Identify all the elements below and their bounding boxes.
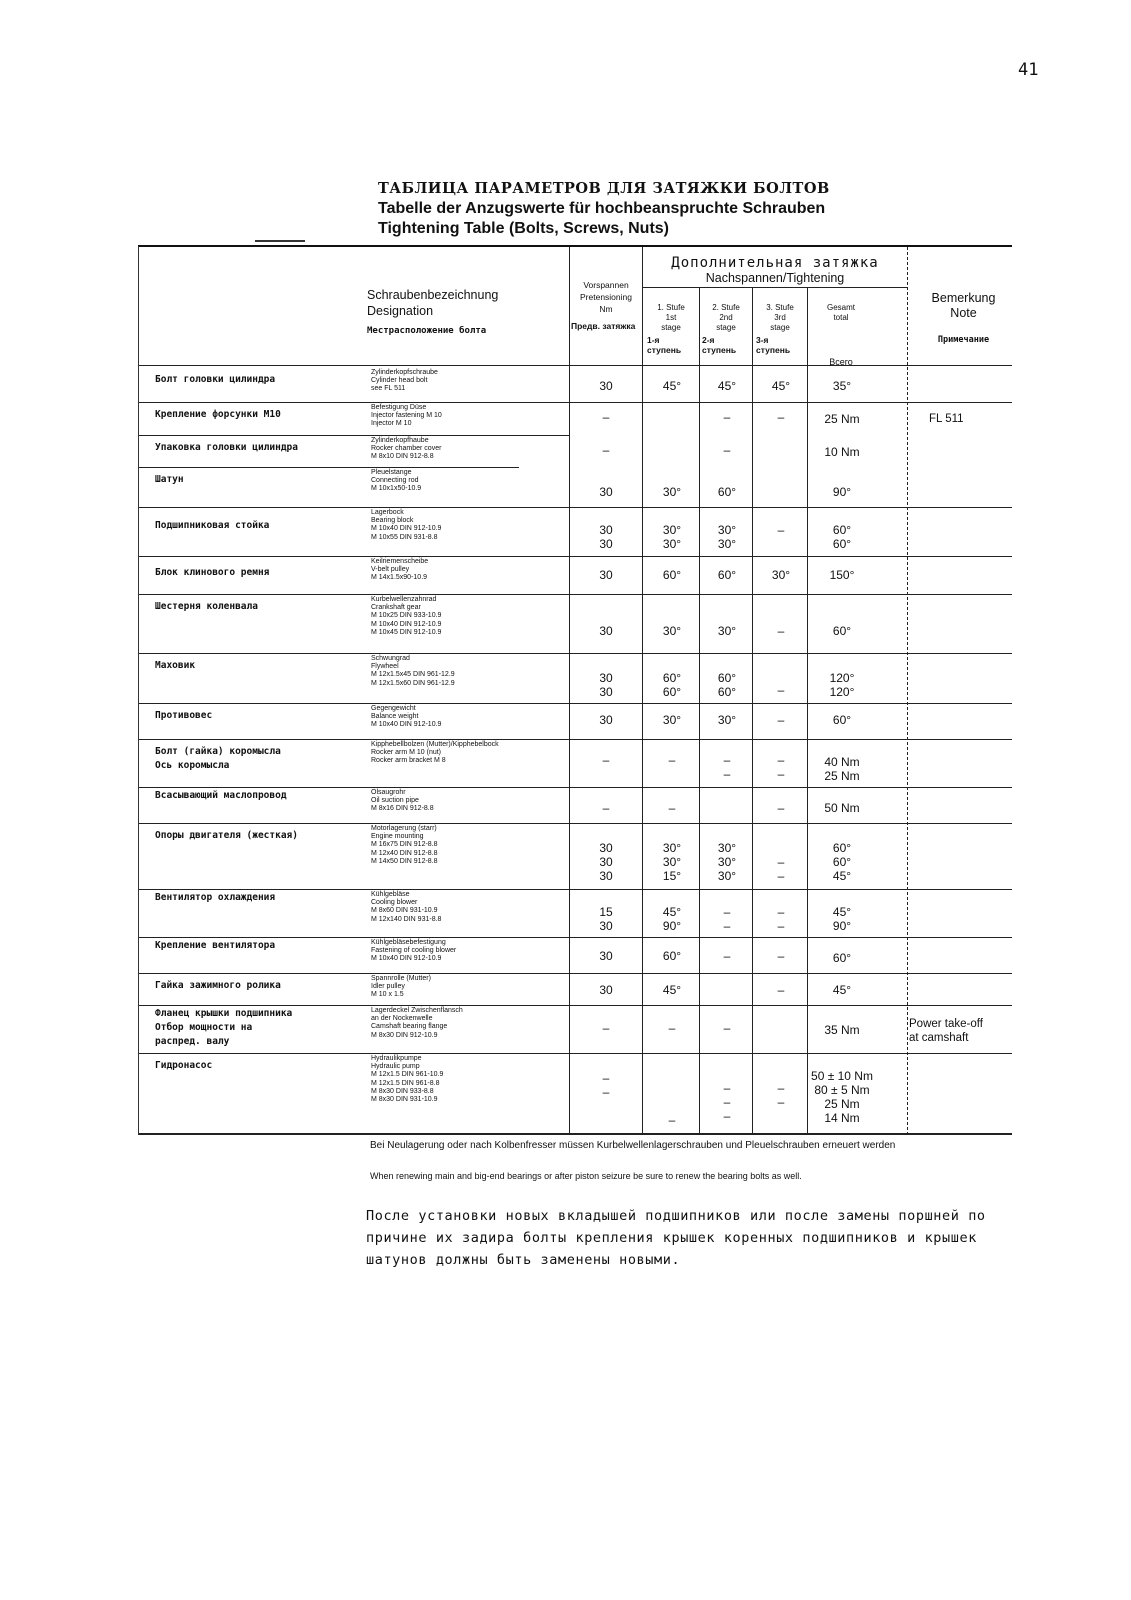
row-spec: Kühlgebläse Cooling blower M 8x60 DIN 931-10.9 M 12x140 DIN 931-8.8 [371, 891, 442, 923]
row-location-ru: Болт (гайка) коромысла Ось коромысла [155, 746, 281, 771]
row-rule [139, 823, 1012, 824]
row-spec: Kipphebellbolzen (Mutter)/Kipphebelbock Rocker arm M 10 (nut) Rocker arm bracket M 8 [371, 741, 499, 765]
row-total: 120° 120° [829, 671, 855, 699]
page-number: 41 [1018, 60, 1039, 80]
header-note [915, 291, 1012, 348]
row-rule [139, 1005, 1012, 1006]
header-stage-3-label: 3. Stufe 3rd stage [766, 303, 794, 332]
row-pretension: 15 30 [599, 905, 613, 933]
row-stage-3: – [777, 713, 785, 727]
row-total: 150° [829, 568, 855, 582]
row-pretension: 30 30 [599, 671, 613, 699]
header-total [811, 293, 871, 377]
row-stage-1: 30° [662, 624, 682, 638]
row-spec: Gegengewicht Balance weight M 10x40 DIN 912-10.9 [371, 705, 442, 729]
row-pretension: 30 [599, 949, 613, 963]
row-note: FL 511 [929, 413, 964, 425]
row-rule [139, 889, 1012, 890]
header-note-de: Bemerkung [931, 291, 996, 305]
table-row [139, 825, 1012, 887]
row-spec: Spannrolle (Mutter) Idler pulley M 10 x 1.5 [371, 975, 431, 999]
row-spec: Ölsaugrohr Oil suction pipe M 8x16 DIN 912-8.8 [371, 789, 434, 813]
row-location-ru: Противовес [155, 710, 213, 721]
row-stage-3: – [777, 983, 785, 997]
row-total: 25 Nm [824, 412, 860, 426]
table-row [139, 369, 1012, 402]
row-stage-1: 45° [662, 983, 682, 997]
row-stage-1: – [668, 1021, 676, 1035]
row-rule [139, 1053, 1012, 1054]
row-stage-2: 60° [717, 568, 737, 582]
row-location-ru: Гидронасос [155, 1060, 213, 1071]
row-rule [139, 973, 1012, 974]
row-total: 60° [832, 951, 852, 965]
header-stage-2 [702, 293, 750, 365]
row-stage-1: 60° 60° [662, 671, 682, 699]
row-stage-1: 45° [662, 379, 682, 393]
header-prestress-unit: Nm [599, 304, 613, 314]
row-rule [139, 653, 1012, 654]
row-note: Power take-off at camshaft [909, 1018, 983, 1044]
table-row [139, 558, 1012, 592]
row-stage-2: – [723, 1021, 731, 1035]
row-spec: Lagerdeckel Zwischenflansch an der Nockenwelle Camshaft bearing flange M 8x30 DIN 912-10.9 [371, 1007, 463, 1039]
row-spec: Zylinderkopfschraube Cylinder head bolt see FL 511 [371, 369, 438, 393]
row-total: 60° [832, 713, 852, 727]
header-total-ru: Всего [829, 357, 853, 367]
row-stage-2: – [723, 410, 731, 424]
row-stage-2: – – [723, 905, 731, 933]
row-stage-3: 30° [771, 568, 791, 582]
row-total: 45° [832, 983, 852, 997]
row-spec: Lagerbock Bearing block M 10x40 DIN 912-10.9 M 10x55 DIN 931-8.8 [371, 509, 442, 541]
table-bottom-rule [139, 1133, 1012, 1135]
row-location-ru: Всасывающий маслопровод [155, 790, 287, 801]
row-stage-2: 60° [717, 485, 737, 499]
row-stage-2: 30° [717, 713, 737, 727]
row-total: 60° [832, 624, 852, 638]
row-pretension: – [602, 410, 610, 424]
row-total: 50 ± 10 Nm 80 ± 5 Nm 25 Nm 14 Nm [811, 1069, 873, 1125]
row-stage-3: – [777, 949, 785, 963]
row-total: 60° 60° 45° [832, 841, 852, 883]
title-english: Tightening Table (Bolts, Screws, Nuts) [378, 220, 669, 237]
row-rule [139, 507, 1012, 508]
row-location-ru: Вентилятор охлаждения [155, 892, 276, 903]
row-spec: Hydraulikpumpe Hydraulic pump M 12x1.5 DIN 961-10.9 M 12x1.5 DIN 961-8.8 M 8x30 DIN 933-8.8 M 8x30 DIN 931-10.9 [371, 1055, 444, 1104]
row-pretension: – [602, 801, 610, 815]
row-rule [139, 402, 1012, 403]
row-location-ru: Гайка зажимного ролика [155, 980, 281, 991]
table-row [139, 1055, 1012, 1133]
row-stage-3: – [777, 523, 785, 537]
row-pretension: 30 [599, 485, 613, 499]
row-location-ru: Крепление форсунки М10 [155, 409, 281, 420]
table-row [139, 741, 1012, 785]
row-stage-2: 30° [717, 624, 737, 638]
header-stage-2-label: 2. Stufe 2nd stage [712, 303, 740, 332]
header-stage-1-label: 1. Stufe 1st stage [657, 303, 685, 332]
header-additional-de-en: Nachspannen/Tightening [705, 271, 845, 285]
row-total: 45° 90° [832, 905, 852, 933]
row-total: 60° 60° [832, 523, 852, 551]
header-designation-en: Designation [367, 304, 434, 318]
row-spec: Zylinderkopfhaube Rocker chamber cover M 8x10 DIN 912-8.8 [371, 437, 442, 461]
row-stage-1: 45° 90° [662, 905, 682, 933]
row-stage-2: – [723, 443, 731, 457]
row-rule [139, 435, 569, 436]
row-pretension: – [602, 1021, 610, 1035]
row-pretension: 30 [599, 713, 613, 727]
header-stage-2-ru: 2-я ступень [702, 335, 737, 355]
row-stage-3: 45° [771, 379, 791, 393]
header-additional-ru: Дополнительная затяжка [671, 255, 879, 271]
row-stage-1: – [668, 801, 676, 815]
row-spec: Kühlgebläsebefestigung Fastening of cooling blower M 10x40 DIN 912-10.9 [371, 939, 457, 963]
header-note-ru: Примечание [937, 335, 990, 345]
row-pretension: – [602, 443, 610, 457]
row-pretension: 30 [599, 983, 613, 997]
table-row [139, 705, 1012, 737]
header-stage-3 [756, 293, 804, 365]
row-stage-1: 30° 30° 15° [662, 841, 682, 883]
table-row [139, 509, 1012, 554]
row-stage-2: 60° 60° [717, 671, 737, 699]
row-total: 40 Nm 25 Nm [824, 755, 860, 783]
header-prestress-ru: Предв. затяжка [571, 321, 636, 331]
row-spec: Motorlagerung (starr) Engine mounting M 16x75 DIN 912-8.8 M 12x40 DIN 912-8.8 M 14x50 DIN 912-8.8 [371, 825, 438, 865]
header-designation [367, 287, 567, 339]
footnote-english: When renewing main and big-end bearings or after piston seizure be sure to renew the bearing bolts as well. [370, 1171, 802, 1181]
header-prestress-de: Vorspannen [583, 280, 629, 290]
row-pretension: 30 [599, 568, 613, 582]
decorative-rule [255, 240, 305, 242]
row-rule [139, 787, 1012, 788]
header-rule [642, 287, 907, 288]
header-total-label: Gesamt total [826, 303, 855, 322]
row-rule [139, 703, 1012, 704]
table-row [139, 596, 1012, 651]
row-location-ru: Шатун [155, 474, 184, 485]
row-stage-1: 30° [662, 713, 682, 727]
table-row [139, 404, 1012, 433]
row-stage-2: 30° 30° [717, 523, 737, 551]
row-location-ru: Шестерня коленвала [155, 601, 258, 612]
row-stage-2: 30° 30° 30° [717, 841, 737, 883]
table-row [139, 1007, 1012, 1051]
header-stage-1 [647, 293, 695, 365]
row-spec: Kurbelwellenzahnrad Crankshaft gear M 10x25 DIN 933-10.9 M 10x40 DIN 912-10.9 M 10x45 DIN 912-10.9 [371, 596, 442, 636]
row-spec: Keilriemenscheibe V-belt pulley M 14x1.5x90-10.9 [371, 558, 429, 582]
row-stage-3: – [777, 410, 785, 424]
header-additional [645, 255, 905, 285]
row-pretension: 30 30 [599, 523, 613, 551]
table-row [139, 891, 1012, 935]
row-pretension: – – [602, 1071, 610, 1099]
row-total: 35° [832, 379, 852, 393]
header-prestress [571, 279, 641, 331]
row-stage-2: – [723, 949, 731, 963]
title-german: Tabelle der Anzugswerte für hochbeanspruchte Schrauben [378, 200, 826, 217]
row-total: 10 Nm [824, 445, 860, 459]
row-stage-1: 30° [662, 485, 682, 499]
header-stage-3-ru: 3-я ступень [756, 335, 791, 355]
row-spec: Schwungrad Flywheel M 12x1.5x45 DIN 961-12.9 M 12x1.5x60 DIN 961-12.9 [371, 655, 455, 687]
row-total: 50 Nm [824, 801, 860, 815]
row-location-ru: Блок клинового ремня [155, 567, 270, 578]
title-russian: ТАБЛИЦА ПАРАМЕТРОВ ДЛЯ ЗАТЯЖКИ БОЛТОВ [378, 180, 830, 197]
header-designation-ru: Местрасположение болта [367, 326, 487, 336]
tightening-table [138, 245, 1012, 1135]
table-row [139, 655, 1012, 701]
table-row [139, 939, 1012, 971]
row-pretension: – [602, 753, 610, 767]
header-rule [139, 365, 1012, 366]
row-stage-2: – – [723, 753, 731, 781]
row-location-ru: Крепление вентилятора [155, 940, 276, 951]
row-rule [139, 467, 519, 468]
title-block [378, 180, 978, 240]
header-note-en: Note [950, 306, 977, 320]
row-stage-1: 60° [662, 949, 682, 963]
row-location-ru: Маховик [155, 660, 196, 671]
table-row [139, 469, 1012, 505]
closing-paragraph-ru: После установки новых вкладышей подшипников или после замены поршней по причине их задира болты крепления крышек коренных подшипников и крышек шатунов должны быть заменены новыми. [366, 1208, 986, 1268]
row-stage-3: – [777, 683, 785, 697]
row-pretension: 30 [599, 379, 613, 393]
row-location-ru: Подшипниковая стойка [155, 520, 270, 531]
row-rule [139, 556, 1012, 557]
row-stage-1: 30° 30° [662, 523, 682, 551]
row-location-ru: Опоры двигателя (жесткая) [155, 830, 298, 841]
row-stage-3: – – [777, 1081, 785, 1109]
row-total: 35 Nm [824, 1023, 860, 1037]
row-spec: Pleuelstange Connecting rod M 10x1x50-10.9 [371, 469, 422, 493]
row-total: 90° [832, 485, 852, 499]
table-row [139, 437, 1012, 465]
row-stage-3: – – [777, 855, 785, 883]
footnote-german: Bei Neulagerung oder nach Kolbenfresser müssen Kurbelwellenlagerschrauben und Pleuelschrauben erneuert werden [370, 1140, 896, 1151]
row-location-ru: Фланец крышки подшипника Отбор мощности на распред. валу [155, 1008, 293, 1047]
row-stage-2: – – – [723, 1081, 731, 1123]
row-rule [139, 594, 1012, 595]
table-row [139, 789, 1012, 821]
row-stage-3: – – [777, 905, 785, 933]
header-prestress-en: Pretensioning [580, 292, 632, 302]
row-rule [139, 937, 1012, 938]
row-location-ru: Упаковка головки цилиндра [155, 442, 298, 453]
row-stage-3: – – [777, 753, 785, 781]
row-location-ru: Болт головки цилиндра [155, 374, 276, 385]
row-rule [139, 739, 1012, 740]
header-stage-1-ru: 1-я ступень [647, 335, 682, 355]
row-stage-1: 60° [662, 568, 682, 582]
row-stage-3: – [777, 624, 785, 638]
row-stage-1: – [668, 753, 676, 767]
row-stage-2: 45° [717, 379, 737, 393]
header-designation-de: Schraubenbezeichnung [367, 288, 499, 302]
table-row [139, 975, 1012, 1003]
row-stage-1: – [668, 1113, 676, 1127]
row-spec: Befestigung Düse Injector fastening M 10 Injector M 10 [371, 404, 442, 428]
row-pretension: 30 [599, 624, 613, 638]
row-pretension: 30 30 30 [599, 841, 613, 883]
row-stage-3: – [777, 801, 785, 815]
